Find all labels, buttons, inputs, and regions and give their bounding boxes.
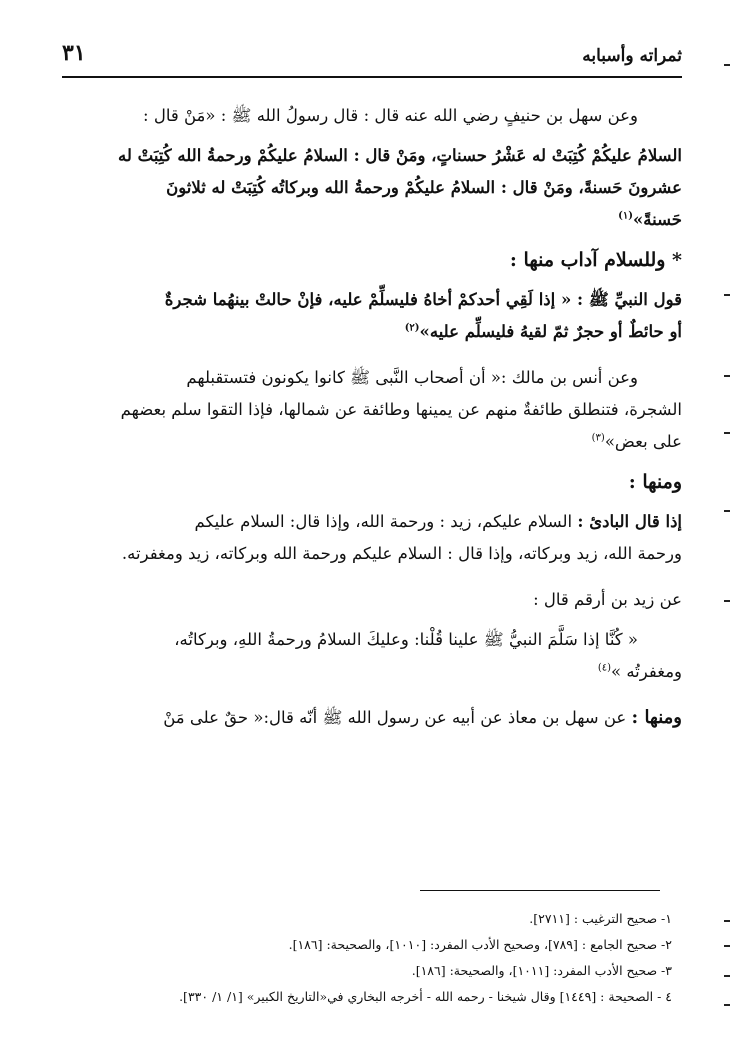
paragraph-7 bbox=[62, 702, 682, 734]
margin-mark bbox=[724, 975, 730, 977]
margin-mark bbox=[724, 432, 730, 434]
footnote-2: ٢- صحيح الجامع : [٧٨٩]، وصحيح الأدب المفرد: [١٠١٠]، والصحيحة: [١٨٦]. bbox=[288, 937, 672, 952]
footnotes bbox=[62, 906, 672, 1010]
footnote-3: ٣- صحيح الأدب المفرد: [١٠١١]، والصحيحة: [١٨٦]. bbox=[411, 963, 672, 978]
page-body bbox=[62, 100, 682, 742]
paragraph-3-line-1: وعن أنس بن مالك :« أن أصحاب النَّبى ﷺ كانوا يكونون فتستقبلهم bbox=[186, 368, 638, 387]
margin-mark bbox=[724, 294, 730, 296]
margin-mark bbox=[724, 945, 730, 947]
margin-mark bbox=[724, 1004, 730, 1006]
running-title: ثمراته وأسبابه bbox=[582, 46, 682, 66]
paragraph-1-line-3: عشرونَ حَسنةً، ومَنْ قال : السلامُ عليكُمْ ورحمةُ الله وبركاتُه كُتِبَتْ له ثلاثونَ bbox=[166, 178, 682, 197]
footnote-ref-3: (٣) bbox=[591, 432, 605, 444]
paragraph-5: عن زيد بن أرقم قال : bbox=[533, 590, 682, 609]
margin-mark bbox=[724, 600, 730, 602]
paragraph-7-lead: ومنها : bbox=[631, 707, 682, 728]
paragraph-1-quote-end: حَسنةً» bbox=[632, 210, 682, 229]
paragraph-1-line-4 bbox=[62, 204, 682, 236]
margin-mark bbox=[724, 920, 730, 922]
margin-mark bbox=[724, 510, 730, 512]
paragraph-2-quote-end: أو حائطٌ أو حجرٌ ثمّ لقيهُ فليسلِّم عليه» bbox=[419, 322, 682, 341]
paragraph-1-line-2: السلامُ عليكُمْ كُتِبَتْ له عَشْرُ حسناتٍ، ومَنْ قال : السلامُ عليكُمْ ورحمةُ الله كُتِبَتْ له bbox=[118, 146, 682, 165]
section-heading: * وللسلام آداب منها : bbox=[509, 249, 682, 271]
subheading-minha: ومنها : bbox=[628, 471, 682, 493]
paragraph-6-line-1: « كُنَّا إذا سَلَّمَ النبيُّ ﷺ علينا قُلْنا: وعليكَ السلامُ ورحمةُ اللهِ، وبركاتُه، bbox=[174, 630, 638, 649]
footnote-1: ١- صحيح الترغيب : [٢٧١١]. bbox=[529, 911, 672, 926]
footnote-divider bbox=[420, 890, 660, 891]
paragraph-2-line-1: قول النبيِّ ﷺ : « إذا لَقِي أحدكمْ أخاهُ فليسلِّمْ عليه، فإنْ حالتْ بينهُما شجرةٌ bbox=[164, 290, 682, 309]
paragraph-3-line-3 bbox=[62, 426, 682, 458]
paragraph-3-line-2: الشجرة، فتنطلق طائفةٌ منهم عن يمينها وطائفة عن شمالها، فإذا التقوا سلم بعضهم bbox=[120, 400, 682, 419]
page-number: ٣١ bbox=[62, 40, 86, 66]
paragraph-3-quote-end: على بعض» bbox=[604, 432, 682, 451]
paragraph-6-line-2 bbox=[62, 656, 682, 688]
margin-mark bbox=[724, 64, 730, 66]
paragraph-6-quote-end: ومغفرتُه » bbox=[611, 662, 682, 681]
paragraph-7-text: عن سهل بن معاذ عن أبيه عن رسول الله ﷺ أنّه قال:« حقٌ على مَنْ bbox=[163, 708, 627, 727]
page-header bbox=[62, 40, 682, 78]
paragraph-4-lead: إذا قال البادئ : bbox=[577, 512, 682, 531]
paragraph-1-line-1: وعن سهل بن حنيفٍ رضي الله عنه قال : قال رسولُ الله ﷺ : «مَنْ قال : bbox=[143, 106, 638, 125]
footnote-ref-1: (١) bbox=[618, 210, 633, 222]
margin-mark bbox=[724, 375, 730, 377]
paragraph-4-line-1 bbox=[62, 506, 682, 538]
paragraph-4-text: السلام عليكم، زيد : ورحمة الله، وإذا قال: السلام عليكم bbox=[194, 512, 573, 531]
paragraph-2-line-2 bbox=[62, 316, 682, 348]
footnote-ref-4: (٤) bbox=[597, 662, 611, 674]
footnote-ref-2: (٢) bbox=[404, 322, 420, 334]
footnote-4: ٤ - الصحيحة : [١٤٤٩] وقال شيخنا - رحمه الله - أخرجه البخاري في«التاريخ الكبير» [١/ ١/ ٣٣٠]. bbox=[179, 989, 672, 1004]
paragraph-4-line-2: ورحمة الله، زيد وبركاته، وإذا قال : السلام عليكم ورحمة الله وبركاته، زيد ومغفرته. bbox=[121, 544, 682, 563]
